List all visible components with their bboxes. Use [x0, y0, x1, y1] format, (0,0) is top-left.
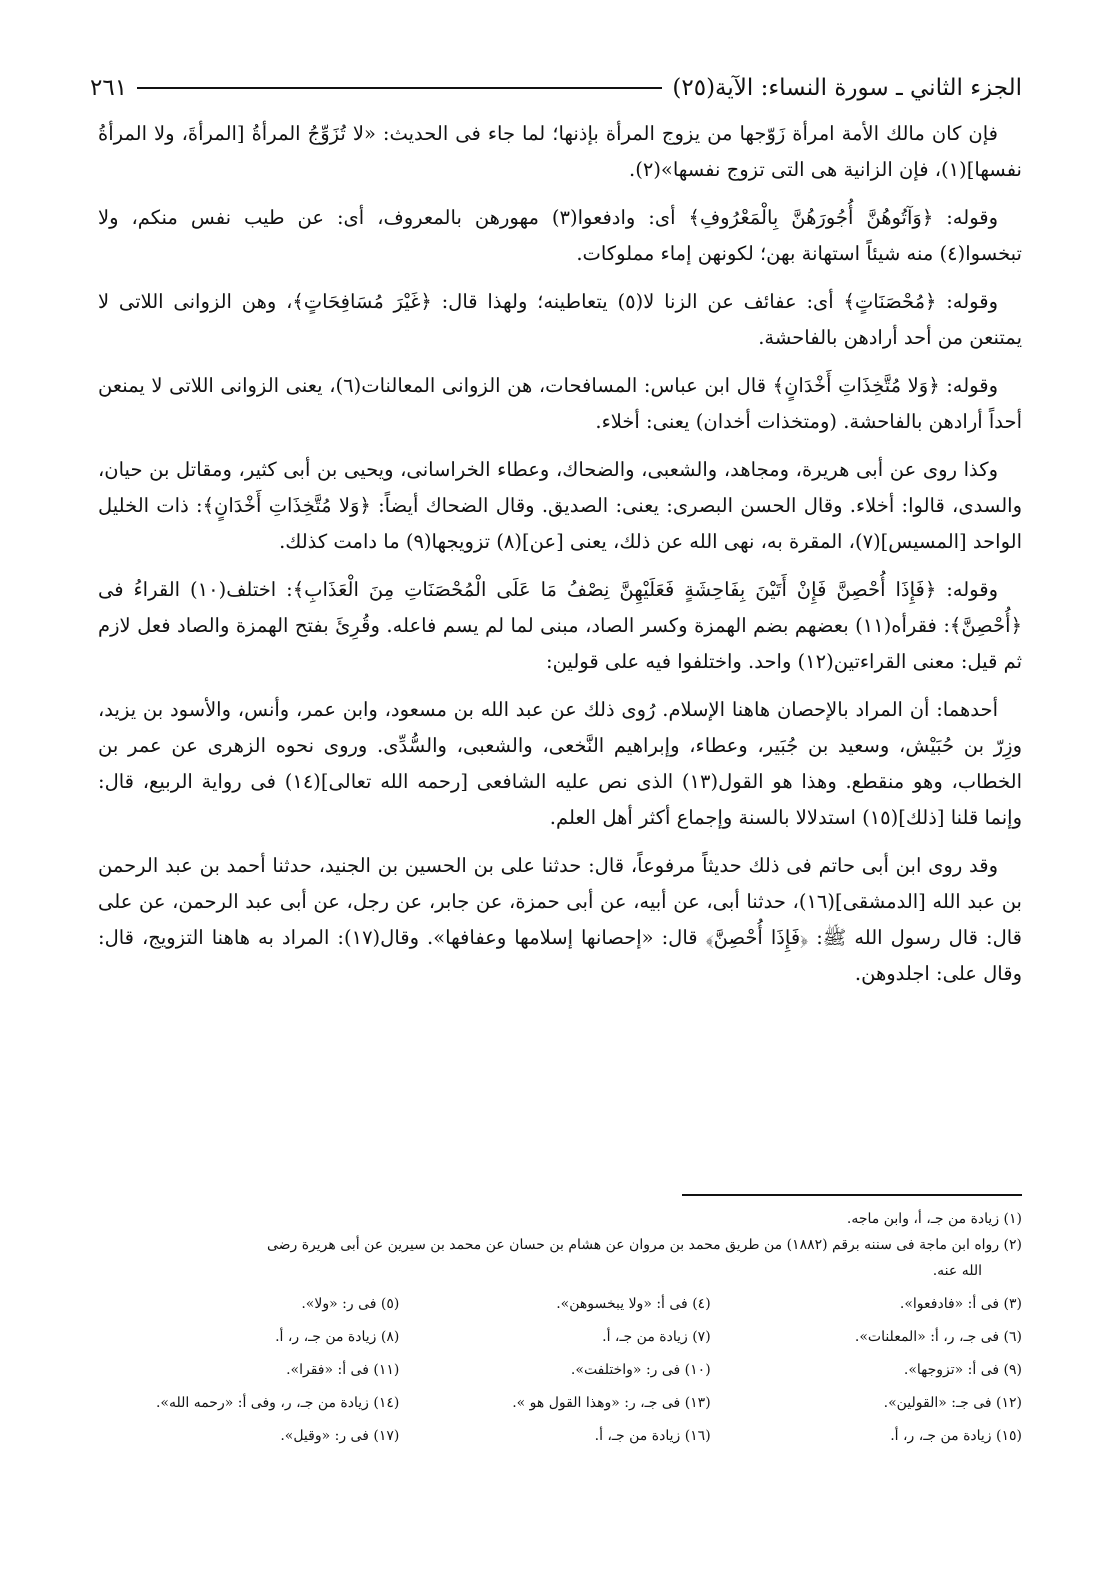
paragraph-8: وقد روى ابن أبى حاتم فى ذلك حديثاً مرفوعاً، قال: حدثنا على بن الحسين بن الجنيد، حدثنا أحمد بن عبد الرحمن بن عبد الله [الدمشقى](١٦)، حدثنا أبى، عن أبيه، عن أبى حمزة، عن جابر، عن رجل، عن أبى عبد الرحمن، عن على قال: قال رسول الله ﷺ: ﴿فَإِذَا أُحْصِنَّ﴾ قال: «إحصانها إسلامها وعفافها». وقال(١٧): المراد به هاهنا التزويج، قال: وقال على: اجلدوهن. — [98, 854, 1022, 985]
footnote-4: (٤) فى أ: «ولا يبخسوهن». — [556, 1296, 711, 1312]
footnote-11: (١١) فى أ: «فقرا». — [286, 1362, 400, 1378]
footnote-15: (١٥) زيادة من جـ، ر، أ. — [890, 1428, 1022, 1444]
footnote-separator — [682, 1194, 1022, 1196]
footnote-5: (٥) فى ر: «ولا». — [301, 1296, 400, 1312]
footnote-7: (٧) زيادة من جـ، أ. — [602, 1329, 711, 1345]
footnote-grid — [98, 1288, 1022, 1453]
paragraph-5: وكذا روى عن أبى هريرة، ومجاهد، والشعبى، والضحاك، وعطاء الخراسانى، ويحيى بن أبى كثير، ومقاتل بن حيان، والسدى، قالوا: أخلاء. وقال الحسن البصرى: يعنى: الصديق. وقال الضحاك أيضاً: ﴿وَلا مُتَّخِذَاتِ أَخْدَانٍ﴾: ذات الخليل الواحد [المسيس](٧)، المقرة به، نهى الله عن ذلك، يعنى [عن](٨) تزويجها(٩) ما دامت كذلك. — [98, 458, 1022, 553]
footnote-17: (١٧) فى ر: «وقيل». — [280, 1428, 400, 1444]
footnote-8: (٨) زيادة من جـ، ر، أ. — [275, 1329, 400, 1345]
running-header — [90, 68, 1022, 108]
main-text — [98, 116, 1022, 1004]
footnote-14: (١٤) زيادة من جـ، ر، وفى أ: «رحمه الله». — [155, 1395, 400, 1411]
footnote-16: (١٦) زيادة من جـ، أ. — [594, 1428, 711, 1444]
footnote-9: (٩) فى أ: «تزوجها». — [903, 1362, 1022, 1378]
footnote-2-continued: الله عنه. — [932, 1263, 982, 1279]
paragraph-1: فإن كان مالك الأمة امرأة زَوّجها من يزوج المرأة بإذنها؛ لما جاء فى الحديث: «لا تُزَوِّجُ المرأةُ [المرأةَ، ولا المرأةُ نفسها](١)، فإن الزانية هى التى تزوج نفسها»(٢). — [98, 122, 1022, 181]
footnote-1: (١) زيادة من جـ، أ، وابن ماجه. — [846, 1211, 1022, 1227]
footnotes — [98, 1206, 1022, 1453]
footnote-6: (٦) فى جـ، ر، أ: «المعلنات». — [854, 1329, 1022, 1345]
paragraph-3: وقوله: ﴿مُحْصَنَاتٍ﴾ أى: عفائف عن الزنا لا(٥) يتعاطينه؛ ولهذا قال: ﴿غَيْرَ مُسَافِحَاتٍ﴾، وهن الزوانى اللاتى لا يمتنعن من أحد أرادهن بالفاحشة. — [98, 290, 1022, 349]
header-rule — [137, 87, 662, 89]
footnote-12: (١٢) فى جـ: «القولين». — [883, 1395, 1022, 1411]
footnote-10: (١٠) فى ر: «واختلفت». — [570, 1362, 711, 1378]
paragraph-6: وقوله: ﴿فَإِذَا أُحْصِنَّ فَإِنْ أَتَيْنَ بِفَاحِشَةٍ فَعَلَيْهِنَّ نِصْفُ مَا عَلَى الْمُحْصَنَاتِ مِنَ الْعَذَابِ﴾: اختلف(١٠) القراءُ فى ﴿أُحْصِنَّ﴾: فقرأه(١١) بعضهم بضم الهمزة وكسر الصاد، مبنى لما لم يسم فاعله. وقُرِئَ بفتح الهمزة والصاد فعل لازم ثم قيل: معنى القراءتين(١٢) واحد. واختلفوا فيه على قولين: — [98, 578, 1022, 673]
paragraph-7: أحدهما: أن المراد بالإحصان هاهنا الإسلام. رُوى ذلك عن عبد الله بن مسعود، وابن عمر، وأنس، والأسود بن يزيد، وزِرّ بن حُبَيْش، وسعيد بن جُبَير، وعطاء، وإبراهيم النَّخعى، والشعبى، والسُّدِّى. وروى نحوه الزهرى عن عمر بن الخطاب، وهو منقطع. وهذا هو القول(١٣) الذى نص عليه الشافعى [رحمه الله تعالى](١٤) فى رواية الربيع، قال: وإنما قلنا [ذلك](١٥) استدلالا بالسنة وإجماع أكثر أهل العلم. — [98, 698, 1022, 829]
footnote-13: (١٣) فى جـ، ر: «وهذا القول هو ». — [512, 1395, 711, 1411]
page-number: ٢٦١ — [90, 75, 128, 101]
paragraph-2: وقوله: ﴿وَآتُوهُنَّ أُجُورَهُنَّ بِالْمَعْرُوفِ﴾ أى: وادفعوا(٣) مهورهن بالمعروف، أى: عن طيب نفس منكم، ولا تبخسوا(٤) منه شيئاً استهانة بهن؛ لكونهن إماء مملوكات. — [98, 206, 1022, 265]
paragraph-4: وقوله: ﴿وَلا مُتَّخِذَاتِ أَخْدَانٍ﴾ قال ابن عباس: المسافحات، هن الزوانى المعالنات(٦)، يعنى الزوانى اللاتى لا يمنعن أحداً أرادهن بالفاحشة. (ومتخذات أخدان) يعنى: أخلاء. — [98, 374, 1022, 433]
footnote-3: (٣) فى أ: «فادفعوا». — [899, 1296, 1022, 1312]
footnote-2: (٢) رواه ابن ماجة فى سننه برقم (١٨٨٢) من طريق محمد بن مروان عن هشام بن حسان عن محمد بن سيرين عن أبى هريرة رضى — [266, 1237, 1022, 1253]
header-title: الجزء الثاني ـ سورة النساء: الآية(٢٥) — [672, 75, 1022, 101]
